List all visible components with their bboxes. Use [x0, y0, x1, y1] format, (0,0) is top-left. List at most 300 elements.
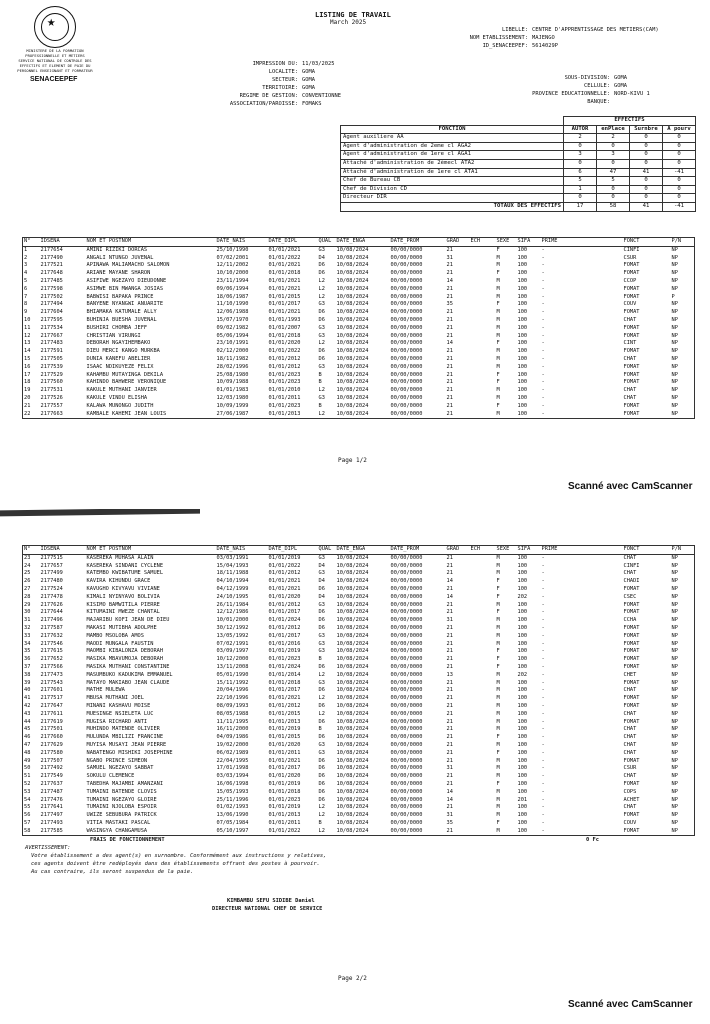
table-cell: 05/06/1994	[216, 332, 249, 339]
table-row	[23, 633, 695, 641]
table-cell: -	[541, 246, 545, 253]
table-cell: 21	[446, 687, 453, 694]
table-cell: 30	[24, 609, 31, 616]
column-header: DATE_ENGA	[336, 238, 390, 247]
column-header: QUAL	[318, 238, 336, 247]
table-cell: VITIA MASTAKI PASCAL	[86, 819, 151, 826]
table-cell: M	[496, 679, 500, 686]
table-cell: 2177637	[40, 780, 63, 787]
table-cell: 13/11/2008	[216, 663, 249, 670]
table-cell: 14	[446, 593, 453, 600]
table-cell: 15/04/1993	[216, 562, 249, 569]
effectif-value: 3	[564, 151, 597, 160]
column-header: SEXE	[496, 546, 517, 555]
table-cell: 01/01/2023	[268, 402, 301, 409]
table-cell: KAHAMBU MUTAYINGA DEKILA	[86, 371, 164, 378]
table-cell: 100	[517, 656, 528, 663]
table-row	[23, 356, 695, 364]
table-cell	[470, 734, 496, 742]
table-cell: 03/03/1994	[216, 773, 249, 780]
table-cell: 2177546	[40, 640, 63, 647]
table-cell: 2177598	[40, 285, 63, 292]
table-cell: CSUR	[623, 254, 637, 261]
table-cell	[470, 301, 496, 309]
effectif-value: 0	[663, 151, 696, 160]
table-cell: 2177629	[40, 741, 63, 748]
table-cell	[470, 812, 496, 820]
table-cell: UWIZE SEBUBURA PATRICK	[86, 812, 157, 819]
table-cell: DUNIA KANEFU ABELIER	[86, 355, 151, 362]
table-cell: 32	[24, 624, 31, 631]
table-cell: NP	[671, 316, 678, 323]
table-cell: 01/01/2014	[268, 671, 301, 678]
table-cell: 12/06/1988	[216, 309, 249, 316]
table-cell: 10/08/2024	[336, 285, 369, 292]
table-cell: D6	[318, 765, 325, 772]
table-cell: 18/06/1987	[216, 293, 249, 300]
table-cell	[470, 758, 496, 766]
table-cell: 11	[24, 324, 31, 331]
table-cell: FOMAT	[623, 632, 640, 639]
table-cell: -	[541, 410, 545, 417]
table-cell: -	[541, 796, 545, 803]
table-cell: CHAT	[623, 749, 637, 756]
table-cell: 01/01/2020	[268, 593, 301, 600]
table-row	[23, 278, 695, 286]
table-cell: M	[496, 695, 500, 702]
table-cell: FOMAT	[623, 324, 640, 331]
table-cell: 2177534	[40, 324, 63, 331]
table-cell: 2177478	[40, 593, 63, 600]
table-cell: G3	[318, 679, 325, 686]
table-cell: 17	[24, 371, 31, 378]
table-cell: -	[541, 827, 545, 834]
table-cell: 00/00/0000	[390, 796, 423, 803]
table-cell: 15/07/1970	[216, 316, 249, 323]
effectif-value: 0	[630, 185, 663, 194]
table-cell: NP	[671, 648, 678, 655]
table-cell: 100	[517, 363, 528, 370]
table-cell: -	[541, 804, 545, 811]
table-cell: F	[496, 780, 500, 787]
effectif-value: 0	[597, 185, 630, 194]
table-cell: SOKULU CLEMENCE	[86, 773, 135, 780]
table-cell: MULUNDA MBILIZI FRANCINE	[86, 734, 164, 741]
table-cell: 10/08/2024	[336, 804, 369, 811]
table-cell: FOMAT	[623, 780, 640, 787]
table-cell: 01/01/2013	[268, 410, 301, 417]
table-cell	[470, 554, 496, 562]
table-cell: 100	[517, 254, 528, 261]
table-cell	[470, 403, 496, 411]
table-cell: 100	[517, 585, 528, 592]
table-cell: 21	[446, 718, 453, 725]
table-cell: 100	[517, 749, 528, 756]
table-cell: MASIKA MBAVUMOJA DEBORAH	[86, 656, 164, 663]
table-cell: 21	[446, 601, 453, 608]
table-cell: 2177601	[40, 687, 63, 694]
table-cell: 10/08/2024	[336, 601, 369, 608]
table-cell: F	[496, 371, 500, 378]
table-cell: 01/01/2018	[268, 332, 301, 339]
table-cell: 100	[517, 741, 528, 748]
table-cell	[470, 578, 496, 586]
table-cell	[470, 641, 496, 649]
table-cell: 10/08/2024	[336, 293, 369, 300]
table-cell: KASEREKA MUHASA ALAIN	[86, 554, 154, 561]
table-cell: 01/01/2017	[268, 301, 301, 308]
table-cell: 2177521	[40, 262, 63, 269]
table-cell: 00/00/0000	[390, 812, 423, 819]
table-cell: CHAT	[623, 726, 637, 733]
table-row	[23, 781, 695, 789]
table-cell	[470, 411, 496, 419]
effectif-value: 0	[597, 194, 630, 203]
table-cell: 100	[517, 640, 528, 647]
table-cell	[470, 804, 496, 812]
table-cell	[470, 742, 496, 750]
column-header: N°	[23, 238, 40, 247]
table-cell: 100	[517, 277, 528, 284]
table-cell: M	[496, 773, 500, 780]
table-cell: NP	[671, 301, 678, 308]
table-cell: FOMAT	[623, 718, 640, 725]
table-cell: CSUR	[623, 765, 637, 772]
table-cell: 100	[517, 609, 528, 616]
table-cell: 00/00/0000	[390, 246, 423, 253]
table-row	[23, 789, 695, 797]
column-header: IDSENA	[40, 238, 86, 247]
table-cell: 14	[446, 788, 453, 795]
table-cell: 00/00/0000	[390, 687, 423, 694]
table-cell: 2177585	[40, 827, 63, 834]
table-cell: MAKASI MUTIBHA ADOLPHE	[86, 624, 157, 631]
table-cell: NP	[671, 363, 678, 370]
table-cell: NP	[671, 371, 678, 378]
table-cell: -	[541, 277, 545, 284]
table-cell: 10/08/2024	[336, 578, 369, 585]
table-cell: 10/10/2000	[216, 270, 249, 277]
table-cell: 00/00/0000	[390, 757, 423, 764]
table-cell: NP	[671, 277, 678, 284]
table-cell: 10/08/2024	[336, 710, 369, 717]
table-cell: 00/00/0000	[390, 301, 423, 308]
table-cell: F	[496, 749, 500, 756]
table-cell: 01/01/2021	[268, 695, 301, 702]
table-cell: -	[541, 371, 545, 378]
table-cell	[470, 246, 496, 254]
effectifs-row	[341, 168, 696, 177]
table-cell: NP	[671, 765, 678, 772]
table-cell: 21	[446, 757, 453, 764]
table-cell: NP	[671, 601, 678, 608]
table-cell: 2177480	[40, 578, 63, 585]
table-cell: 00/00/0000	[390, 679, 423, 686]
table-cell: M	[496, 804, 500, 811]
table-cell: 44	[24, 718, 31, 725]
table-cell: 100	[517, 718, 528, 725]
table-cell: NP	[671, 262, 678, 269]
table-row	[23, 270, 695, 278]
table-cell: P	[671, 293, 675, 300]
page-number: Page 2/2	[338, 975, 367, 982]
table-cell: L2	[318, 812, 325, 819]
table-cell: 10/08/2024	[336, 262, 369, 269]
table-cell: 01/01/2021	[268, 585, 301, 592]
table-cell: 11/10/1990	[216, 301, 249, 308]
table-cell	[470, 387, 496, 395]
table-cell: 30/12/1992	[216, 624, 249, 631]
table-cell: NP	[671, 379, 678, 386]
table-cell: 21	[446, 402, 453, 409]
table-cell: 21	[446, 316, 453, 323]
table-cell: 100	[517, 819, 528, 826]
table-cell: NP	[671, 402, 678, 409]
table-cell: COUV	[623, 819, 637, 826]
table-cell: B	[318, 402, 322, 409]
column-header: P/N	[671, 546, 695, 555]
table-cell: 2177524	[40, 585, 63, 592]
table-cell	[470, 789, 496, 797]
table-cell	[470, 317, 496, 325]
table-cell: 15/05/1993	[216, 788, 249, 795]
table-row	[23, 379, 695, 387]
table-cell	[470, 781, 496, 789]
column-header: DATE_NAIS	[216, 546, 268, 555]
table-cell: D6	[318, 718, 325, 725]
table-cell: -	[541, 293, 545, 300]
table-cell: 00/00/0000	[390, 617, 423, 624]
table-cell: M	[496, 765, 500, 772]
table-cell: NP	[671, 663, 678, 670]
table-cell: F	[496, 301, 500, 308]
table-cell: -	[541, 379, 545, 386]
table-cell: KIMALI NYINYAVO BOLIVIA	[86, 593, 160, 600]
table-cell: 10/08/2024	[336, 788, 369, 795]
table-row	[23, 411, 695, 419]
table-cell	[470, 563, 496, 571]
table-cell: 14	[24, 348, 31, 355]
table-row	[23, 570, 695, 578]
table-cell: 21	[446, 363, 453, 370]
table-cell: L2	[318, 387, 325, 394]
table-cell: 100	[517, 780, 528, 787]
table-cell: 100	[517, 285, 528, 292]
effectif-value: 0	[597, 142, 630, 151]
table-row	[23, 554, 695, 562]
effectif-value: 0	[597, 159, 630, 168]
table-cell: 28/02/1996	[216, 363, 249, 370]
table-cell: 06/02/1989	[216, 749, 249, 756]
table-cell: NP	[671, 640, 678, 647]
table-cell: CHAT	[623, 734, 637, 741]
table-cell: KAKULE VINDU ELISHA	[86, 394, 148, 401]
table-cell: 29	[24, 601, 31, 608]
table-cell: 100	[517, 340, 528, 347]
table-cell: -	[541, 332, 545, 339]
table-cell: 10/08/2024	[336, 624, 369, 631]
table-cell: 10/08/2024	[336, 254, 369, 261]
effectifs-table	[340, 116, 696, 212]
table-cell: 01/01/2021	[268, 246, 301, 253]
table-cell: D6	[318, 262, 325, 269]
table-cell: 01/01/2012	[268, 570, 301, 577]
table-cell: 00/00/0000	[390, 819, 423, 826]
table-cell: 21	[446, 702, 453, 709]
table-cell: M	[496, 827, 500, 834]
table-cell: 01/01/2023	[268, 379, 301, 386]
fonction-header: FONCTION	[341, 125, 564, 134]
column-header: QUAL	[318, 546, 336, 555]
table-row	[23, 656, 695, 664]
table-cell: 01/01/2017	[268, 632, 301, 639]
table-cell: 01/01/2012	[268, 363, 301, 370]
table-row	[23, 609, 695, 617]
table-cell: 21	[446, 570, 453, 577]
table-cell: 12	[24, 332, 31, 339]
table-cell: L2	[318, 340, 325, 347]
table-cell: D6	[318, 780, 325, 787]
table-cell: CHAT	[623, 773, 637, 780]
table-cell: 100	[517, 578, 528, 585]
table-cell: 15	[24, 355, 31, 362]
table-cell: 21	[446, 827, 453, 834]
table-cell: 19/02/2000	[216, 741, 249, 748]
table-cell: 31	[446, 765, 453, 772]
signatory-title: DIRECTEUR NATIONAL CHEF DE SERVICE	[212, 906, 323, 912]
table-cell: 2177501	[40, 726, 63, 733]
table-row	[23, 325, 695, 333]
table-cell: 25	[24, 570, 31, 577]
scanner-watermark: Scanné avec CamScanner	[568, 999, 693, 1010]
table-cell: 21	[446, 663, 453, 670]
table-cell: G3	[318, 554, 325, 561]
table-cell: 35	[446, 819, 453, 826]
table-cell: 100	[517, 663, 528, 670]
table-cell: 13	[24, 340, 31, 347]
column-header: NOM ET POSTNOM	[86, 238, 216, 247]
fonction-cell: Directeur DIR	[341, 194, 564, 203]
column-header: DATE_NAIS	[216, 238, 268, 247]
table-cell: FOMAT	[623, 363, 640, 370]
column-header: DATE_PROM	[390, 238, 446, 247]
page-number: Page 1/2	[338, 457, 367, 464]
table-cell: 01/01/2019	[268, 554, 301, 561]
table-cell: CHAT	[623, 554, 637, 561]
table-row	[23, 797, 695, 805]
table-cell: -	[541, 270, 545, 277]
table-cell: -	[541, 780, 545, 787]
table-cell: 2177648	[40, 270, 63, 277]
document-title: LISTING DE TRAVAIL	[315, 11, 391, 19]
table-cell: 37	[24, 663, 31, 670]
table-cell: M	[496, 309, 500, 316]
table-row	[23, 364, 695, 372]
table-cell: 100	[517, 379, 528, 386]
table-cell: 100	[517, 402, 528, 409]
table-cell: 100	[517, 773, 528, 780]
table-cell: 04/09/1986	[216, 734, 249, 741]
table-cell: 2177566	[40, 663, 63, 670]
table-cell: 21	[446, 332, 453, 339]
column-header: N°	[23, 546, 40, 555]
table-cell: NP	[671, 285, 678, 292]
table-cell: -	[541, 394, 545, 401]
table-cell: D4	[318, 578, 325, 585]
effectif-value: 0	[630, 159, 663, 168]
table-cell: 2177652	[40, 656, 63, 663]
effectif-value: 5	[597, 177, 630, 186]
table-cell: 22	[24, 410, 31, 417]
table-cell: 01/01/2017	[268, 609, 301, 616]
table-cell: 01/01/2012	[268, 702, 301, 709]
table-cell: 22/04/1995	[216, 757, 249, 764]
table-cell: 00/00/0000	[390, 780, 423, 787]
table-cell: 100	[517, 726, 528, 733]
fonction-cell: Chef de Bureau CB	[341, 177, 564, 186]
table-cell: CHAT	[623, 804, 637, 811]
table-cell: CHAT	[623, 741, 637, 748]
table-cell: 49	[24, 757, 31, 764]
table-cell: 10/08/2024	[336, 632, 369, 639]
table-cell: 2177515	[40, 554, 63, 561]
table-cell: 100	[517, 270, 528, 277]
table-cell: 21	[446, 804, 453, 811]
table-cell: 10/08/2024	[336, 812, 369, 819]
table-cell: 47	[24, 741, 31, 748]
table-cell: 13/05/1992	[216, 632, 249, 639]
table-cell: M	[496, 726, 500, 733]
table-cell: 100	[517, 788, 528, 795]
table-row	[23, 403, 695, 411]
table-cell: 00/00/0000	[390, 601, 423, 608]
table-cell: NP	[671, 246, 678, 253]
total-value: 17	[564, 202, 597, 211]
table-cell: -	[541, 671, 545, 678]
table-row	[23, 309, 695, 317]
table-row	[23, 742, 695, 750]
table-cell: G3	[318, 640, 325, 647]
table-cell: 00/00/0000	[390, 710, 423, 717]
table-cell: NP	[671, 585, 678, 592]
table-row	[23, 317, 695, 325]
table-cell: 10/08/2024	[336, 679, 369, 686]
table-cell: 01/01/2013	[268, 812, 301, 819]
table-cell: M	[496, 562, 500, 569]
table-cell: 21	[446, 741, 453, 748]
table-cell: -	[541, 812, 545, 819]
scanner-watermark: Scanné avec CamScanner	[568, 481, 693, 492]
table-cell: 00/00/0000	[390, 285, 423, 292]
division-info: SOUS-DIVISION: GOMA CELLULE: GOMA PROVINCE EDUCATIONNELLE: NORD-KIVU 1 BANQUE:	[532, 75, 650, 105]
table-cell: 100	[517, 679, 528, 686]
table-cell: 24/10/1995	[216, 593, 249, 600]
table-cell: MAJARIBU KOFI JEAN DE DIEU	[86, 617, 170, 624]
effectif-value: -41	[663, 168, 696, 177]
table-cell: BHIAMAKA KATUMALE ALLY	[86, 309, 157, 316]
table-row	[23, 664, 695, 672]
table-cell: 04/12/1999	[216, 585, 249, 592]
table-cell: NP	[671, 624, 678, 631]
table-cell: NP	[671, 741, 678, 748]
table-cell: TABEDHA MAJAMBI AMANZANI	[86, 780, 164, 787]
total-value: 58	[597, 202, 630, 211]
table-cell: 100	[517, 293, 528, 300]
table-cell: FOMAT	[623, 702, 640, 709]
table-cell: 00/00/0000	[390, 371, 423, 378]
effectifs-row	[341, 194, 696, 203]
table-cell: L2	[318, 695, 325, 702]
